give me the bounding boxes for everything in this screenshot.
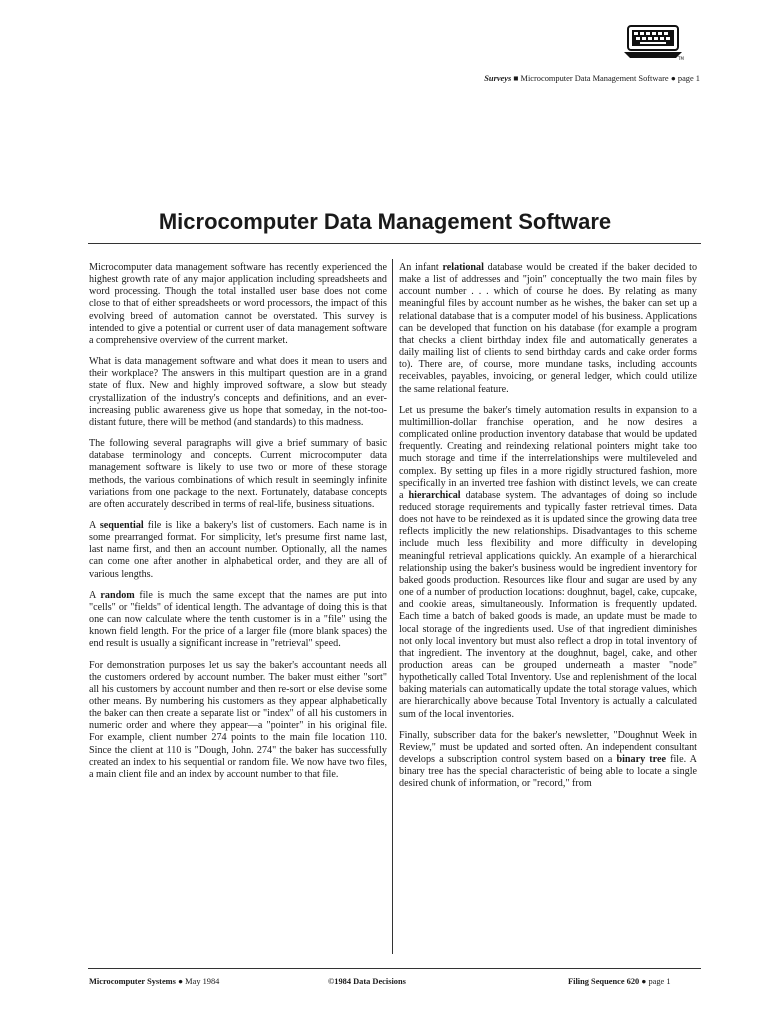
term-sequential: sequential (99, 519, 144, 531)
footer-copyright (328, 977, 406, 986)
term-hierarchical: hierarchical (408, 489, 461, 501)
paragraph-sequential (89, 520, 387, 581)
footer-separator: ● (175, 977, 186, 986)
running-header (380, 74, 700, 83)
footer-date: May 1984 (185, 977, 220, 986)
filing-sequence: Filing Sequence 620 (568, 977, 640, 986)
paragraph-terminology: The following several paragraphs will give a brief summary of basic database terminology and concepts. Current microcomputer data management software is likely to use two or more of these storage methods, the various combinations of which result in seemingly infinite variations from one package to the next. Fortunately, database concepts are often accurately described in terms of real-life, business situations. (89, 438, 387, 510)
text-run: file is much the same except that the names are put into "cells" or "fields" of identical length. The advantage of doing this is that one can now calculate where the tenth customer is in a "file" using the known field length. For the price of a larger file (more blank spaces) the end result is usually a significant increase in "retrieval" speed. (89, 589, 387, 650)
paragraph-demonstration: For demonstration purposes let us say the baker's accountant needs all the customers ordered by account number. The baker must either "sort" all his customers by account number and then re-sort or else devise some other means. By numbering his customers as they appear alphabetically the baker can then create a separate list or "index" of all his customers in numeric order and where they appear—a "pointer" in his original file. For example, client number 274 points to the main file location 110. Since the client at 110 is "Dough, John. 274" the baker has successfully created an index to his sequential or random file. We now have two files, a main client file and an index by account number to that file. (89, 659, 387, 780)
paragraph-intro: Microcomputer data management software has recently experienced the highest growth rate of any major application including spreadsheets and word processing. Though the total installed user base does not come close to that of either spreadsheets or word processors, the impact of this evolving breed of automation cannot be overstated. This survey is intended to give a potential or current user of data management software a comprehensive overview of the current market. (89, 262, 387, 346)
svg-text:TM: TM (678, 56, 684, 61)
term-binary-tree: binary tree (616, 754, 666, 766)
text-run: database system. The advantages of doing so include reduced storage requirements and typically faster retrieval times. Data does not have to be reindexed as it is updated since the growing data tree reflects implicitly the new relationships. Disadvantages to this scheme include much less flexibility and more difficulty in developing meaningful retrieval applications quickly. An example of a hierarchical relationship using the baker's business would be ingredient inventory for baked goods production. Resources like flour and sugar are used by any one of a number of production locations: doughnut, bagel, cake, cupcake, and cookie areas, simultaneously. Information is frequently updated. Each time a batch of baked goods is made, an update must be made to local storage of the ingredients used. Use of that ingredient diminishes not only local inventory but must also reflect a drop in total inventory of that ingredient. The inventory at the doughnut, bagel, cake, and other production areas can be grouped underneath a master "node" hypothetically called Total Inventory. Use and replenishment of the local baking materials can automatically update the total storage values, which are hierarchically above because Total Inventory is actually a calculated sum of the local inventories. (399, 489, 697, 720)
text-run: Finally, subscriber data for the baker's newsletter, "Doughnut Week in Review," must be updated and sorted often. An independent consultant develops a subscription control system based on a (399, 729, 697, 766)
term-random: random (100, 589, 135, 601)
footer-separator: ● (639, 977, 649, 986)
paragraph-what-is: What is data management software and what does it mean to users and their workplace? The answers in this multipart question are in a grand state of flux. New and highly improved software, a slow but steady crystallization of the industry's concepts and definitions, and an ever-increasing public awareness give us hope that someday, in the not-too-distant future, there will be method (and standards) to this madness. (89, 356, 387, 428)
header-page: page 1 (677, 74, 700, 83)
text-run: An infant (399, 262, 443, 273)
text-run: A (89, 589, 101, 601)
text-run: database would be created if the baker decided to make a list of addresses and "join" conceptually the two main files by account number . . . which of course he does. By relating as many meaningful files by account number as he wishes, the baker can set up a relational database that is a computer model of his business. Applications can be developed that function on his database (for example a program that checks a client birthday index file and automatically generates a daily mailing list of clients to send birthday cards and cake order forms to). There are, of course, more mundane tasks, including accounts receivables, payables, invoicing, or general ledger, which could utilize the same relational feature. (399, 262, 698, 395)
footer-title: Microcomputer Systems (89, 977, 176, 986)
text-run: Let us presume the baker's timely automation results in expansion to a multimillion-dollar franchise operation, and he now desires a complicated online production inventory database that would be updated frequently. Creating and reindexing relational pointers might take too much storage and time if the interrelationships were multileveled and complex. By setting up files in a more rigidly structured fashion, more specifically in an inverted tree fashion with distinct levels, we can create a (399, 404, 697, 501)
footer-rule (88, 968, 701, 969)
paragraph-relational (399, 262, 697, 396)
footer-page: page 1 (648, 977, 671, 986)
copyright-text: ©1984 Data Decisions (328, 977, 406, 986)
text-run: A (89, 519, 100, 531)
right-column (399, 262, 697, 791)
header-topic: Microcomputer Data Management Software (520, 74, 669, 83)
header-separator: ● (668, 74, 678, 83)
footer-filing (568, 977, 671, 986)
text-run: file. A binary tree has the special characteristic of being able to locate a single desired chunk of information, or "record," from (399, 754, 697, 790)
paragraph-random (89, 590, 387, 651)
header-separator: ■ (511, 74, 521, 83)
paragraph-hierarchical (399, 405, 697, 721)
header-series: Surveys (484, 74, 512, 83)
publisher-logo-icon (622, 22, 684, 62)
term-relational: relational (442, 262, 484, 273)
paragraph-binary-tree (399, 730, 697, 791)
page-title: Microcomputer Data Management Software (158, 209, 612, 234)
column-divider (392, 259, 393, 954)
title-rule (88, 243, 701, 244)
text-run: file is like a bakery's list of customers. Each name is in some prearranged format. For simplicity, let's presume first name last, last name first, and then an account number. Optionally, all the names can come one after another in alphabetical order, and they are all of various lengths. (89, 519, 387, 580)
left-column (89, 262, 387, 781)
footer-publication (89, 977, 219, 986)
